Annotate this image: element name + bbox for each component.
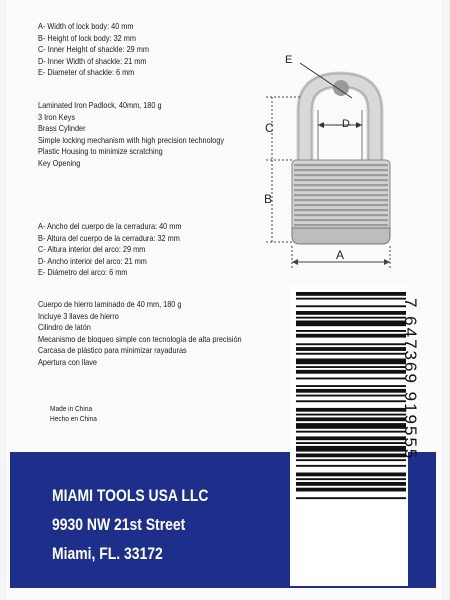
- barcode-bar: [296, 370, 406, 374]
- barcode-bar: [296, 378, 406, 380]
- spec-en-3: Brass Cylinder: [38, 123, 86, 134]
- barcode-bar: [296, 482, 406, 486]
- label-e: E: [285, 54, 293, 66]
- barcode-bar: [296, 343, 406, 345]
- dim-d-es: D- Ancho interior del arco: 21 mm: [38, 255, 147, 266]
- dim-e-en: E- Diameter of shackle: 6 mm: [38, 67, 135, 78]
- barcode-bar: [296, 446, 406, 452]
- spec-es-4: Mecanismo de bloqueo simple con tecnología de alta precisión: [38, 333, 242, 344]
- barcode-bar: [296, 305, 406, 307]
- label-a: A: [336, 248, 345, 262]
- spec-es-6: Apertura con llave: [38, 356, 97, 367]
- label-d: D: [342, 118, 350, 130]
- barcode-bar: [296, 408, 406, 412]
- spec-en-2: 3 Iron Keys: [38, 111, 75, 122]
- spec-es-1: Cuerpo de hierro laminado de 40 mm, 180 g: [38, 299, 182, 309]
- barcode-bar: [296, 395, 406, 397]
- dim-e-es: E- Diámetro del arco: 6 mm: [38, 267, 128, 278]
- barcode-bar: [296, 417, 406, 421]
- origin-es: Hecho en China: [50, 413, 97, 423]
- spec-en-4: Simple locking mechanism with high precision technology: [38, 134, 225, 145]
- dim-b-es: B- Altura del cuerpo de la cerradura: 32 mm: [38, 232, 180, 243]
- barcode-bar: [296, 431, 406, 433]
- barcode-bar: [296, 497, 406, 499]
- barcode-bar: [296, 311, 406, 315]
- label-c: C: [265, 121, 274, 135]
- spec-es-3: Cilindro de latón: [38, 322, 91, 333]
- dim-a-en: A- Width of lock body: 40 mm: [38, 21, 134, 31]
- dim-c-en: C- Inner Height of shackle: 29 mm: [38, 44, 149, 55]
- spec-es-5: Carcasa de plástico para minimizar rayaduras: [38, 345, 187, 356]
- dim-a-es: A- Ancho del cuerpo de la cerradura: 40 mm: [38, 221, 182, 231]
- barcode-bar: [296, 385, 406, 387]
- dim-c-es: C- Altura interior del arco: 29 mm: [38, 244, 146, 255]
- spec-en-5: Plastic Housing to minimize scratching: [38, 146, 163, 157]
- barcode-bar: [296, 347, 406, 351]
- spec-es-2: Incluye 3 llaves de hierro: [38, 310, 119, 321]
- company-city: Miami, FL. 33172: [52, 544, 163, 563]
- barcode-bar: [296, 321, 406, 327]
- barcode-bar: [296, 400, 406, 402]
- barcode-bar: [296, 389, 406, 393]
- barcode-bar: [296, 366, 406, 368]
- barcode-bar: [296, 414, 406, 416]
- company-name: MIAMI TOOLS USA LLC: [52, 486, 209, 505]
- barcode-bar: [296, 465, 406, 467]
- barcode-bar: [296, 317, 406, 319]
- barcode-bar: [296, 478, 406, 480]
- barcode-bar: [296, 459, 406, 461]
- label-b: B: [264, 192, 273, 206]
- barcode-bar: [296, 298, 406, 300]
- barcode-bar: [296, 454, 406, 458]
- barcode-number: 7 647369 919555: [401, 298, 420, 461]
- barcode-bar: [296, 359, 406, 365]
- barcode-bar: [296, 423, 406, 429]
- dim-d-en: D- Inner Width of shackle: 21 mm: [38, 55, 147, 66]
- barcode-bar: [296, 292, 406, 296]
- spec-en-1: Laminated Iron Padlock, 40mm, 180 g: [38, 100, 162, 110]
- barcode-bar: [296, 330, 406, 332]
- company-street: 9930 NW 21st Street: [52, 515, 186, 534]
- origin-en: Made in China: [50, 404, 93, 413]
- barcode-bar: [296, 442, 406, 444]
- barcode-bar: [296, 334, 406, 338]
- dim-b-en: B- Height of lock body: 32 mm: [38, 32, 136, 43]
- barcode-bar: [296, 436, 406, 440]
- spec-en-6: Key Opening: [38, 157, 81, 168]
- barcode-bar: [296, 473, 406, 477]
- barcode-bar: [296, 353, 406, 355]
- barcode-bar: [296, 488, 406, 492]
